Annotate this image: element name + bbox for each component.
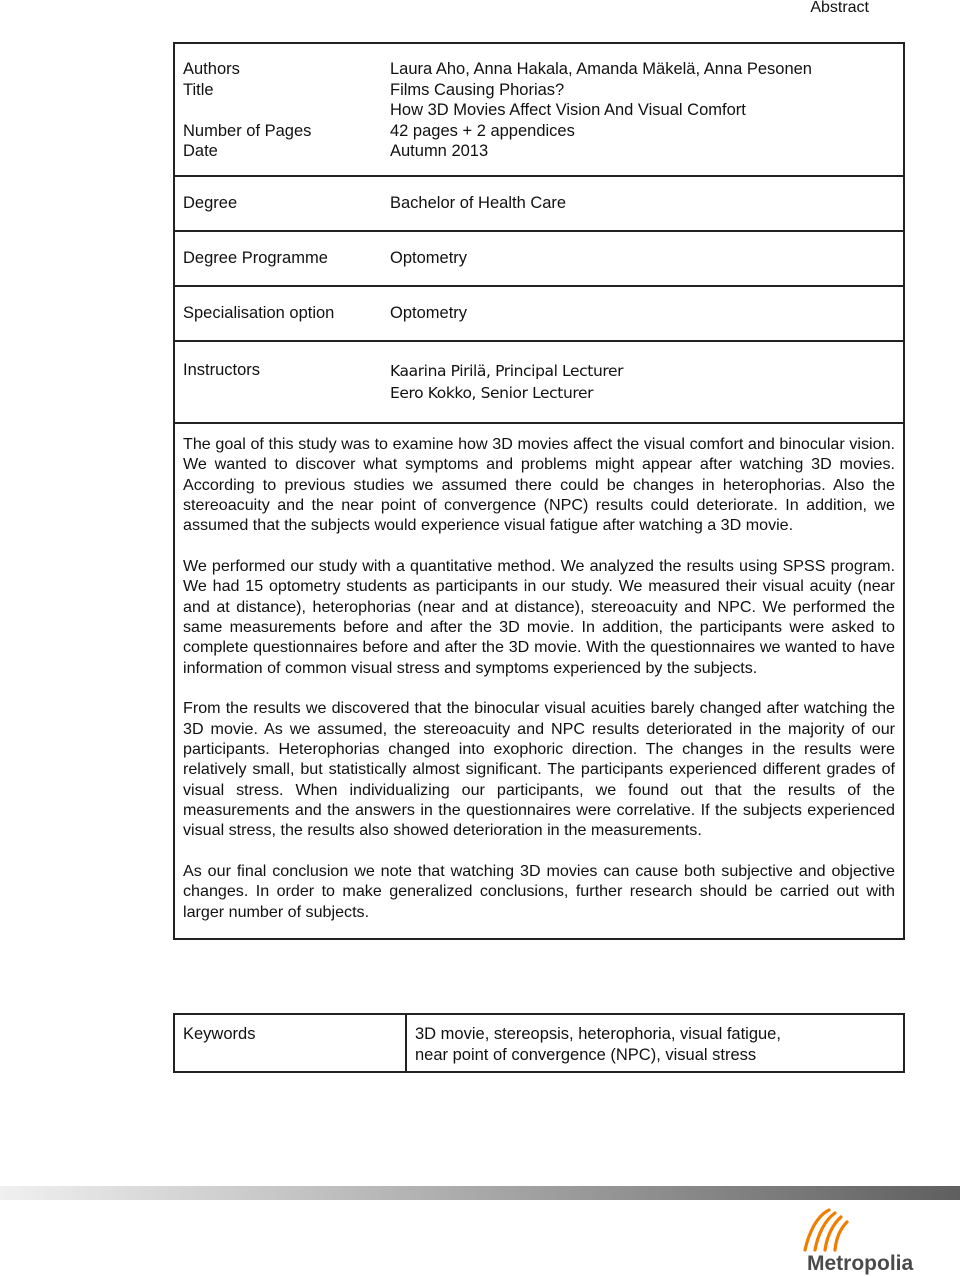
title-label: Title (183, 80, 214, 99)
meta-row (175, 44, 903, 177)
meta-values (382, 44, 903, 175)
programme-row (175, 232, 903, 287)
keywords-table (173, 1013, 905, 1073)
abstract-paragraph-4: As our final conclusion we note that watching 3D movies can cause both subjective and objective changes. In order to make generalized conclusions, further research should be carried out with larger number of subjects. (183, 862, 895, 921)
degree-label: Degree (183, 194, 238, 213)
footer-gradient-bar (0, 1186, 960, 1200)
keywords-line-2: near point of convergence (NPC), visual stress (415, 1045, 757, 1064)
metropolia-logo (795, 1204, 950, 1276)
keywords-line-1: 3D movie, stereopsis, heterophoria, visual fatigue, (415, 1025, 781, 1043)
authors-label: Authors (183, 60, 240, 78)
pages-value: 42 pages + 2 appendices (390, 121, 575, 140)
specialisation-row (175, 287, 903, 342)
keywords-label: Keywords (175, 1015, 407, 1071)
date-label: Date (183, 142, 218, 161)
specialisation-value: Optometry (390, 304, 468, 323)
subtitle-value: How 3D Movies Affect Vision And Visual Comfort (390, 101, 746, 120)
programme-value: Optometry (390, 249, 468, 268)
instructor-1: Kaarina Pirilä, Principal Lecturer (390, 362, 624, 380)
logo-mark-icon (805, 1210, 847, 1250)
instructors-values (382, 342, 903, 422)
date-value: Autumn 2013 (390, 142, 489, 161)
keywords-value (407, 1015, 903, 1071)
title-label-spacer (183, 100, 382, 121)
meta-labels (175, 44, 382, 175)
instructors-label: Instructors (183, 361, 261, 379)
abstract-paragraph-1: The goal of this study was to examine how 3D movies affect the visual comfort and binocular vision. We wanted to discover what symptoms and problems might appear after watching 3D movies. According to previous studies we assumed there could be changes in heterophorias. Also the stereoacuity and the near point of convergence (NPC) results could deteriorate. In addition, we assumed that the subjects would experience visual fatigue after watching a 3D movie. (183, 435, 895, 535)
abstract-info-table (173, 42, 905, 940)
page-header-label: Abstract (810, 0, 869, 16)
specialisation-label: Specialisation option (183, 304, 335, 323)
title-value: Films Causing Phorias? (390, 80, 565, 99)
pages-label: Number of Pages (183, 121, 312, 140)
instructors-row (175, 342, 903, 424)
degree-row (175, 177, 903, 232)
abstract-paragraph-3: From the results we discovered that the binocular visual acuities barely changed after watching the 3D movie. As we assumed, the stereoacuity and NPC results deteriorated in the majority of our participants. Heterophorias changed into exophoric direction. The changes in the results were relatively small, but statistically almost significant. The participants experienced different grades of visual stress. When individualizing our participants, we found out that the results of the measurements and the answers in the questionnaires were correlative. If the subjects experienced visual stress, the results also showed deterioration in the measurements. (183, 699, 895, 840)
degree-value: Bachelor of Health Care (390, 194, 567, 213)
abstract-paragraph-2: We performed our study with a quantitative method. We analyzed the results using SPSS program. We had 15 optometry students as participants in our study. We measured their visual acuity (near and at distance), heterophorias (near and at distance), stereoacuity and NPC. We performed the same measurements before and after the 3D movie. In addition, the participants were asked to complete questionnaires before and after the 3D movie. With the questionnaires we wanted to have information of common visual stress and symptoms experienced by the subjects. (183, 557, 895, 677)
instructor-2: Eero Kokko, Senior Lecturer (390, 384, 594, 402)
abstract-text (175, 424, 903, 938)
programme-label: Degree Programme (183, 249, 328, 268)
authors-value: Laura Aho, Anna Hakala, Amanda Mäkelä, Anna Pesonen (390, 60, 812, 78)
logo-text: Metropolia (807, 1252, 914, 1275)
abstract-row (175, 424, 903, 938)
